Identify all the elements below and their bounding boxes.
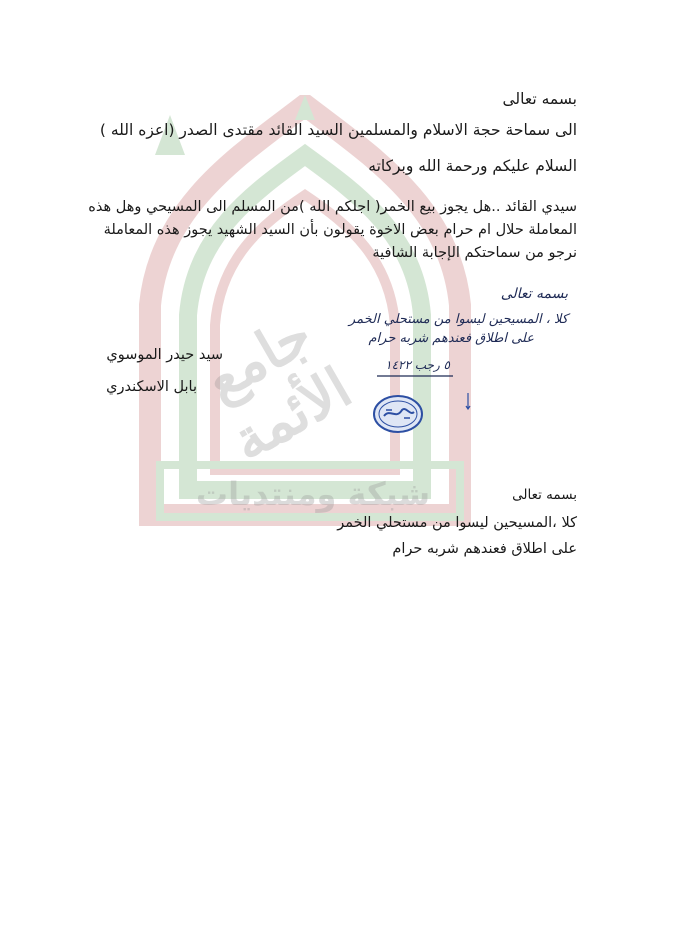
handwritten-reply-date: ٥ رجب ١٤٢٢ <box>385 358 450 372</box>
typed-reply-opening: بسمه تعالى <box>512 487 577 503</box>
handwritten-reply-opening: بسمه تعالى <box>500 286 568 302</box>
letter-question-line-2: المعاملة حلال ام حرام بعض الاخوة يقولون بأن السيد الشهيد يجوز هذه المعاملة <box>103 222 577 238</box>
handwritten-reply-line-2: على اطلاق فعندهم شربه حرام <box>368 331 534 346</box>
official-seal-icon <box>372 394 424 434</box>
watermark-logo-text: جامع الأئمة <box>193 300 363 475</box>
date-underline <box>375 373 455 379</box>
typed-reply-line-1: كلا ،المسيحين ليسوا من مستحلي الخمر <box>337 515 577 531</box>
letter-opening: بسمه تعالى <box>502 90 577 108</box>
pen-mark-icon <box>465 392 471 410</box>
letter-question-line-1: سيدي القائد ..هل يجوز بيع الخمر( اجلكم الله )من المسلم الى المسيحي وهل هذه <box>88 199 577 215</box>
letter-greeting: السلام عليكم ورحمة الله وبركاته <box>368 157 577 175</box>
sender-name: سيد حيدر الموسوي <box>106 347 223 363</box>
typed-reply-line-2: على اطلاق فعندهم شربه حرام <box>392 541 577 557</box>
watermark-banner-text: شبكة ومنتديات <box>195 475 431 513</box>
handwritten-reply-line-1: كلا ، المسيحين ليسوا من مستحلي الخمر <box>348 312 568 327</box>
letter-question-line-3: نرجو من سماحتكم الإجابة الشافية <box>372 245 577 261</box>
sender-location: بابل الاسكندري <box>106 379 197 395</box>
letter-address: الى سماحة حجة الاسلام والمسلمين السيد القائد مقتدى الصدر (اعزه الله ) <box>99 121 577 139</box>
